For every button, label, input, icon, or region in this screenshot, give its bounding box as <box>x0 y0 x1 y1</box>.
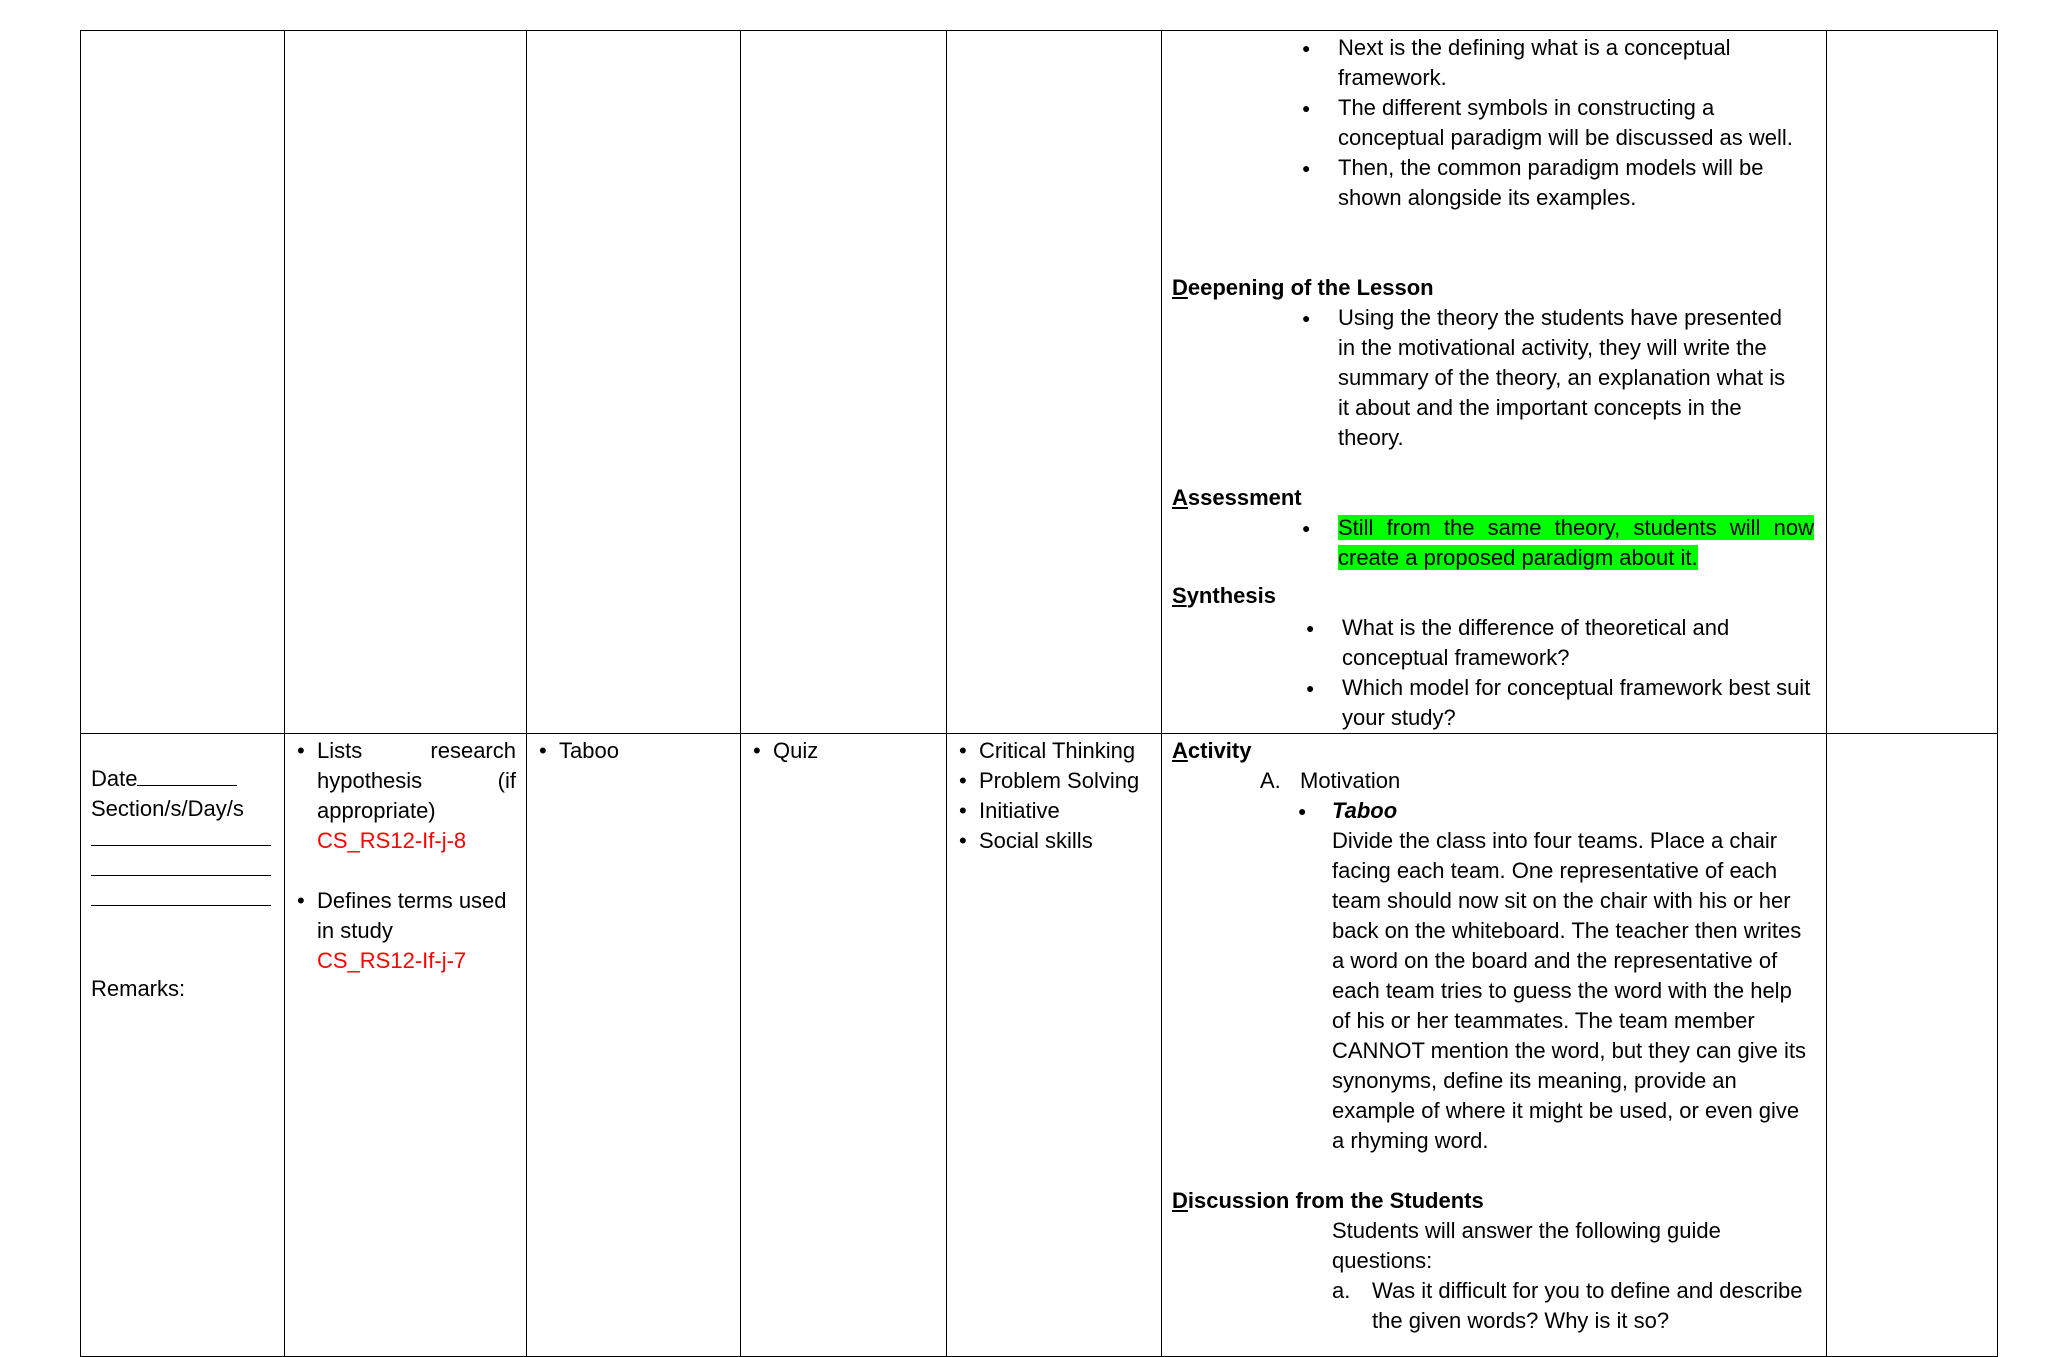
list-item: • Taboo <box>537 736 730 766</box>
cell-strategy <box>527 734 741 1357</box>
intro-bullet-list <box>1172 33 1816 213</box>
discussion-heading: Discussion from the Students <box>1172 1188 1484 1213</box>
section-line <box>91 884 274 914</box>
lesson-plan-table <box>80 30 1998 1357</box>
cell-procedure-top <box>1162 31 1827 734</box>
list-item: ● The different symbols in constructing a conceptual paradigm will be discussed as well. <box>1300 93 1816 153</box>
table-row <box>81 31 1998 734</box>
competency-list <box>295 736 516 976</box>
highlighted-text: Still from the same theory, students will now create a proposed paradigm about it. <box>1338 515 1814 570</box>
date-field: Date <box>91 764 274 794</box>
remarks-label: Remarks: <box>91 976 186 1001</box>
section-line <box>91 824 274 854</box>
table-row <box>81 734 1998 1357</box>
section-line <box>91 854 274 884</box>
list-item: ● Then, the common paradigm models will be shown alongside its examples. <box>1300 153 1816 213</box>
list-item: ● Using the theory the students have presented in the motivational activity, they will write the summary of the theory, an explanation what is it about and the important concepts in the theory. <box>1300 303 1816 453</box>
cell-date-section <box>81 734 285 1357</box>
cell-competency-empty <box>285 31 527 734</box>
game-instructions: Divide the class into four teams. Place a chair facing each team. One representative of each team should now sit on the chair with his or her back on the whiteboard. The teacher then writes a word on the board and the representative of each team tries to guess the word with the help of his or her teammates. The team member CANNOT mention the word, but they can give its synonyms, define its meaning, provide an example of where it might be used, or even give a rhyming word. <box>1332 828 1807 1153</box>
cell-strategy-empty <box>527 31 741 734</box>
list-item: • Initiative <box>957 796 1151 826</box>
list-item <box>1300 513 1814 573</box>
competency-text: • Lists research hypothesis (if appropriate) <box>317 738 516 823</box>
cell-assessment-empty <box>741 31 947 734</box>
cell-date-empty <box>81 31 285 734</box>
synthesis-heading: Synthesis <box>1172 583 1276 608</box>
cell-assessment-tool <box>741 734 947 1357</box>
cell-skills-empty <box>947 31 1162 734</box>
list-item: ● Next is the defining what is a conceptual framework. <box>1300 33 1816 93</box>
list-item: • Problem Solving <box>957 766 1151 796</box>
cell-competencies <box>285 734 527 1357</box>
list-item: • Critical Thinking <box>957 736 1151 766</box>
deepening-heading: Deepening of the Lesson <box>1172 275 1434 300</box>
motivation-item: A. Motivation <box>1260 768 1401 793</box>
list-item <box>295 736 516 856</box>
assessment-tool-list <box>751 736 936 766</box>
cell-procedure-bottom <box>1162 734 1827 1357</box>
activity-heading: Activity <box>1172 738 1252 763</box>
cell-remarks-empty <box>1827 734 1998 1357</box>
list-item: ● What is the difference of theoretical and conceptual framework? <box>1304 613 1816 673</box>
deepening-list <box>1172 303 1816 453</box>
game-title: ● Taboo <box>1172 796 1816 826</box>
cell-remarks-empty <box>1827 31 1998 734</box>
cell-skills <box>947 734 1162 1357</box>
discussion-intro: Students will answer the following guide questions: <box>1332 1218 1721 1273</box>
list-item: • Quiz <box>751 736 936 766</box>
list-item <box>295 886 516 976</box>
skills-list <box>957 736 1151 856</box>
list-item: • Social skills <box>957 826 1151 856</box>
assessment-list <box>1172 513 1816 573</box>
section-label: Section/s/Day/s <box>91 796 244 821</box>
synthesis-list <box>1172 613 1816 733</box>
list-item: ● Which model for conceptual framework best suit your study? <box>1304 673 1816 733</box>
competency-text: • Defines terms used in study <box>317 888 507 943</box>
competency-code: CS_RS12-If-j-7 <box>317 948 467 973</box>
assessment-heading: Assessment <box>1172 485 1302 510</box>
strategy-list <box>537 736 730 766</box>
competency-code: CS_RS12-If-j-8 <box>317 828 467 853</box>
guide-question: a. Was it difficult for you to define and describe the given words? Why is it so? <box>1332 1278 1803 1333</box>
